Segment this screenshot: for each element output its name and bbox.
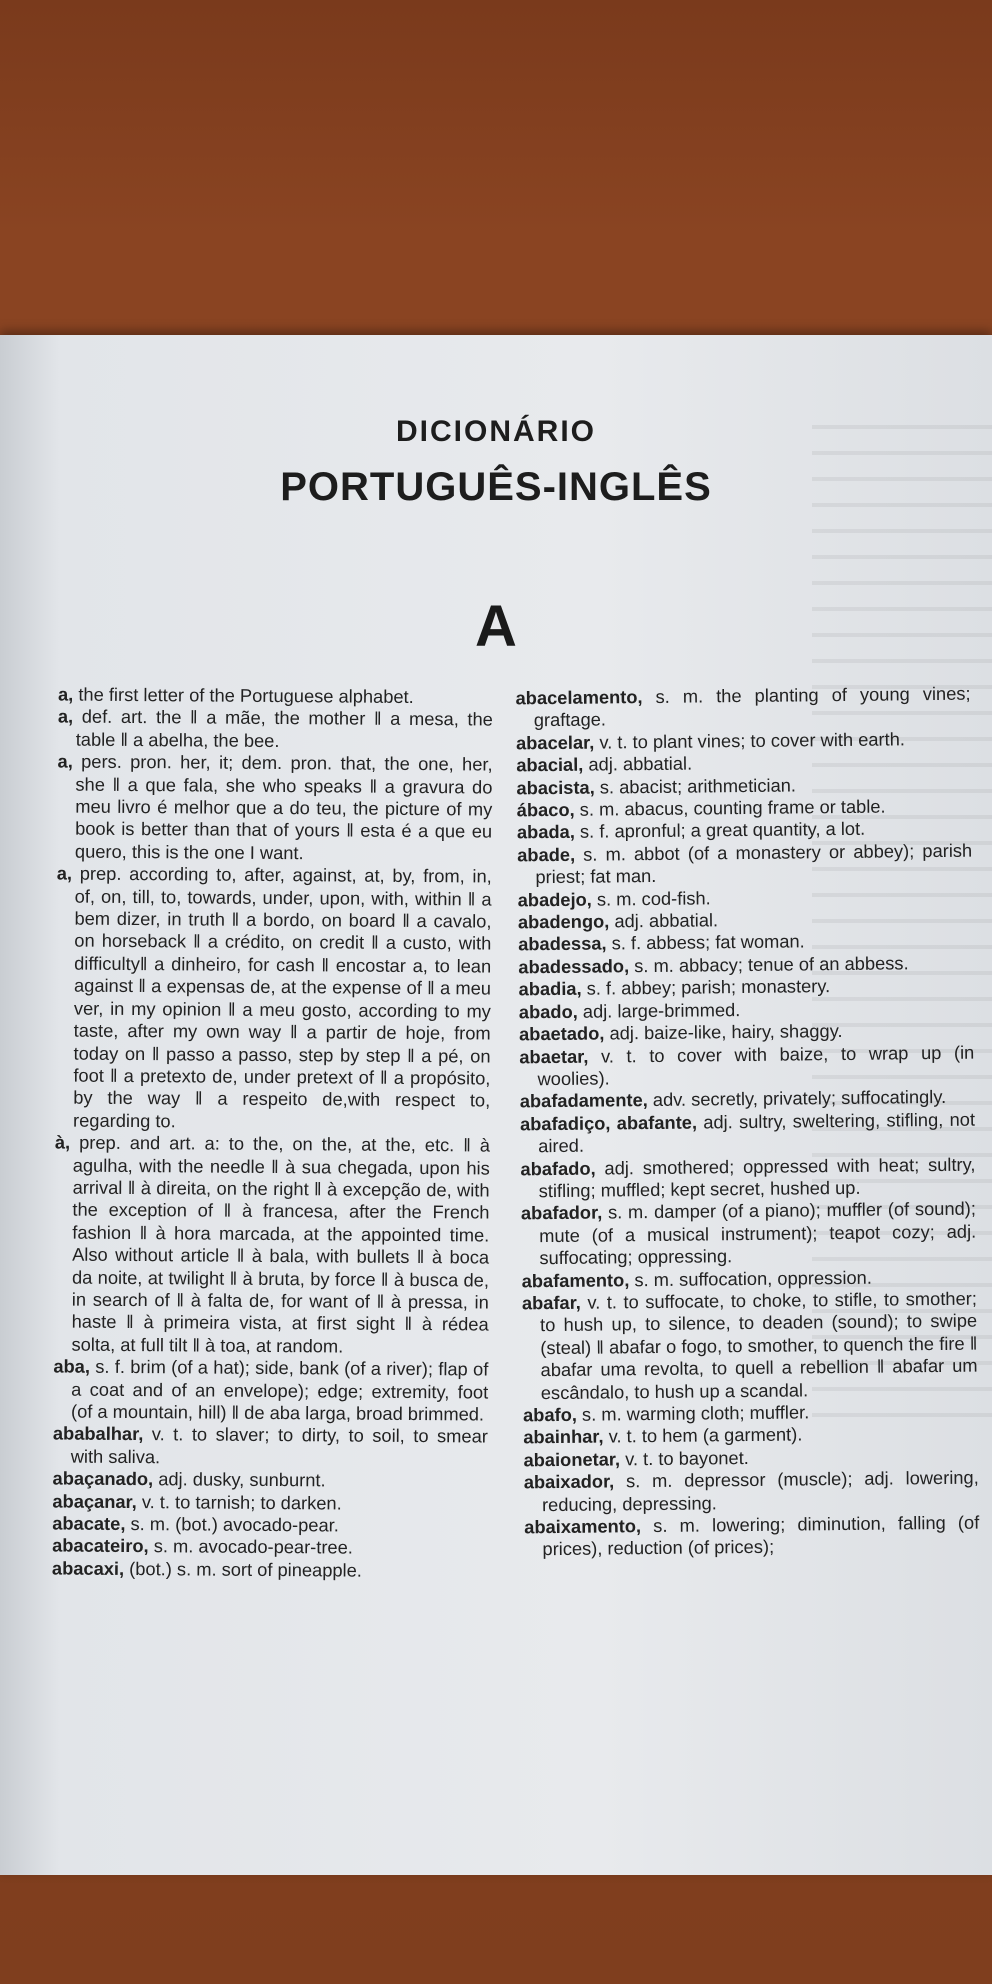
entry-definition: adj. abbatial. — [614, 909, 719, 932]
entry-headword: abada, — [516, 821, 575, 843]
dictionary-entry — [519, 1041, 974, 1091]
entry-definition: s. m. abbacy; tenue of an abbess. — [634, 952, 909, 977]
entry-headword: abaixamento, — [524, 1515, 642, 1538]
entry-definition: v. t. to bayonet. — [625, 1446, 749, 1470]
entry-headword: abacelamento, — [515, 686, 643, 709]
entry-definition: adv. secretly, privately; suffocatingly. — [652, 1086, 947, 1111]
dictionary-entry — [52, 1557, 487, 1582]
entry-definition: s. m. abacus, counting frame or table. — [579, 795, 886, 820]
entry-headword: abacaxi, — [51, 1557, 125, 1579]
entry-definition: s. f. abbey; parish; monastery. — [586, 975, 831, 999]
dictionary-entry — [58, 706, 493, 754]
entry-headword: abafador, — [520, 1201, 603, 1224]
entry-definition: def. art. the ‖ a mãe, the mother ‖ a mesa, the table ‖ a abelha, the bee. — [75, 706, 493, 751]
entry-definition: pers. pron. her, it; dem. pron. that, the one, her, she ‖ a que fala, she who speaks ‖ a gravura do meu livro é melhor que a do teu, the picture of my book is better than that of yours ‖ esta é a que eu quero, this is the one I want. — [74, 750, 493, 864]
dictionary-entry — [53, 1468, 488, 1493]
entry-definition: s. f. apronful; a great quantity, a lot. — [579, 818, 866, 843]
entry-headword: abaionetar, — [523, 1448, 621, 1471]
dictionary-entry — [52, 1513, 487, 1538]
entry-headword: abaetar, — [519, 1045, 589, 1067]
dictionary-entry — [52, 1490, 487, 1515]
entry-definition: adj. abbatial. — [588, 752, 693, 775]
title-line-1: DICIONÁRIO — [396, 415, 596, 448]
dictionary-entry — [53, 1356, 488, 1426]
entry-headword: a, — [57, 683, 74, 705]
dictionary-entry — [52, 1535, 487, 1560]
entry-definition: v. t. to hem (a garment). — [608, 1423, 803, 1447]
entry-headword: abaetado, — [518, 1022, 605, 1045]
entry-definition: s. m. suffocation, oppression. — [634, 1266, 872, 1290]
entry-headword: ábaco, — [516, 798, 575, 821]
dictionary-entry — [517, 839, 972, 889]
dictionary-entry — [55, 863, 492, 1135]
entry-definition: v. t. to plant vines; to cover with earth. — [599, 728, 905, 753]
entry-definition: prep. according to, after, against, at, by, from, in, of, on, till, to, towards, under, upon, with, within ‖ a bem dizer, in truth ‖ a bordo, on board ‖ a cavalo, on horseback ‖ a crédito, on credit ‖ a custo, with difficulty‖ a dinheiro, for cash ‖ encostar a, to lean against ‖ a expensas de, at the expense of ‖ a meu ver, in my opinion ‖ a meu gosto, according to my taste, after my own way ‖ a partir de hoje, from today on ‖ passo a passo, step by step ‖ a pé, on foot ‖ a pretexto de, under pretext of ‖ a propósito, by the way ‖ a respeito de,with respect to, regarding to. — [73, 862, 492, 1132]
entry-definition: s. f. abbess; fat woman. — [611, 930, 805, 954]
entry-headword: a, — [57, 750, 73, 772]
dictionary-entry — [520, 1153, 975, 1203]
entry-definition: s. m. lowering; diminution, falling (of prices), reduction (of prices); — [542, 1511, 980, 1560]
entry-headword: abaçanar, — [52, 1490, 137, 1512]
entry-headword: abafadamente, — [519, 1089, 648, 1112]
dictionary-entry — [58, 683, 493, 708]
entry-definition: s. m. abbot (of a monastery or abbey); parish priest; fat man. — [535, 839, 973, 888]
entry-headword: abadejo, — [517, 888, 592, 911]
entry-definition: v. t. to slaver; to dirty, to soil, to smear with saliva. — [70, 1423, 488, 1468]
entry-headword: abadessado, — [518, 955, 630, 978]
entry-headword: abafado, — [520, 1157, 596, 1179]
dictionary-entry — [521, 1198, 977, 1270]
entry-headword: a, — [57, 705, 74, 728]
dictionary-entry — [524, 1512, 979, 1562]
entry-definition: adj. smothered; oppressed with heat; sultry, stifling; muffled; kept secret, hushed up. — [538, 1153, 976, 1202]
entry-definition: adj. large-brimmed. — [582, 998, 741, 1022]
dictionary-page — [0, 335, 992, 1875]
entry-headword: a, — [56, 862, 73, 884]
entry-headword: abadengo, — [517, 910, 610, 933]
dictionary-entry — [520, 1108, 975, 1158]
entry-headword: abacista, — [516, 776, 595, 799]
entry-headword: abadia, — [518, 978, 582, 1000]
entry-definition: adj. sultry, sweltering, stifling, not aired. — [538, 1108, 976, 1157]
entry-definition: the first letter of the Portuguese alphabet. — [78, 683, 414, 707]
entry-definition: s. m. cod-fish. — [596, 887, 711, 910]
left-column — [52, 683, 493, 1582]
entry-headword: abainhar, — [523, 1425, 604, 1448]
dictionary-entry — [515, 683, 970, 733]
entry-definition: s. m. warming cloth; muffler. — [581, 1401, 810, 1425]
entry-headword: abacelar, — [515, 731, 595, 754]
entry-headword: abado, — [518, 1000, 578, 1023]
entry-definition: v. t. to suffocate, to choke, to stifle, to smother; to hush up, to silence, to deaden (sound); to swipe (steal) ‖ abafar o fogo, to smother, to quench the fire ‖ abafar uma revolta, to quell a rebellion ‖ abafar um escândalo, to hush up a scandal. — [540, 1287, 978, 1403]
entry-headword: ababalhar, — [52, 1422, 144, 1445]
entry-definition: adj. baize-like, hairy, shaggy. — [609, 1020, 843, 1044]
entry-headword: abafo, — [522, 1403, 578, 1426]
entry-headword: abafar, — [521, 1291, 581, 1314]
entry-headword: à, — [54, 1131, 71, 1153]
entry-headword: abaixador, — [523, 1470, 615, 1493]
dictionary-entry — [524, 1467, 979, 1517]
dictionary-entry — [57, 751, 493, 866]
entry-headword: abade, — [517, 843, 576, 866]
entry-definition: v. t. to cover with baize, to wrap up (in woolies). — [537, 1041, 975, 1090]
entry-headword: aba, — [53, 1355, 91, 1377]
entry-definition: s. m. depressor (muscle); adj. lowering, reducing, depressing. — [541, 1466, 979, 1515]
entry-definition: v. t. to tarnish; to darken. — [141, 1490, 342, 1514]
entry-definition: s. m. avocado-pear-tree. — [153, 1535, 353, 1559]
entry-definition: (bot.) s. m. sort of pineapple. — [129, 1557, 362, 1581]
entry-headword: abafadiço, abafante, — [519, 1111, 698, 1135]
entry-definition: s. f. brim (of a hat); side, bank (of a river); flap of a coat and of an envelope); edge; extremity, foot (of a mountain, hill) ‖ de aba larga, broad brimmed. — [70, 1355, 489, 1425]
title-line-2: PORTUGUÊS-INGLÊS — [280, 465, 712, 509]
entry-definition: s. m. (bot.) avocado-pear. — [130, 1513, 339, 1536]
entry-headword: abafamento, — [521, 1268, 630, 1291]
entry-headword: abacateiro, — [52, 1534, 149, 1557]
entry-definition: adj. dusky, sunburnt. — [158, 1468, 326, 1491]
right-column — [515, 683, 979, 1562]
section-letter: A — [475, 594, 517, 659]
entry-definition: prep. and art. a: to the, on the, at the, etc. ‖ à agulha, with the needle ‖ à sua chegada, upon his arrival ‖ à direita, on the right ‖ à excepção de, with the exception of ‖ à francesa, after the French fashion ‖ à hora marcada, at the appointed time. Also without article ‖ à bala, with bullets ‖ à boca da noite, at twilight ‖ à bruta, by force ‖ à busca de, in search of ‖ à falta de, for want of ‖ à pressa, in haste ‖ à primeira vista, at first sight ‖ à rédea solta, at full tilt ‖ à toa, at random. — [71, 1131, 490, 1357]
dictionary-entry — [522, 1288, 978, 1405]
entry-headword: abacate, — [52, 1512, 126, 1535]
dictionary-entry — [53, 1423, 488, 1471]
entry-definition: s. abacist; arithmetician. — [599, 774, 797, 798]
entry-definition: s. m. damper (of a piano); muffler (of sound); mute (of a musical instrument); teapot cozy; adj. suffocating; oppressing. — [539, 1197, 977, 1269]
dictionary-entry — [53, 1132, 490, 1359]
entry-headword: abacial, — [516, 753, 584, 776]
entry-headword: abaçanado, — [52, 1467, 154, 1490]
entry-definition: s. m. the planting of young vines; graftage. — [533, 682, 971, 731]
entry-headword: abadessa, — [518, 932, 607, 955]
